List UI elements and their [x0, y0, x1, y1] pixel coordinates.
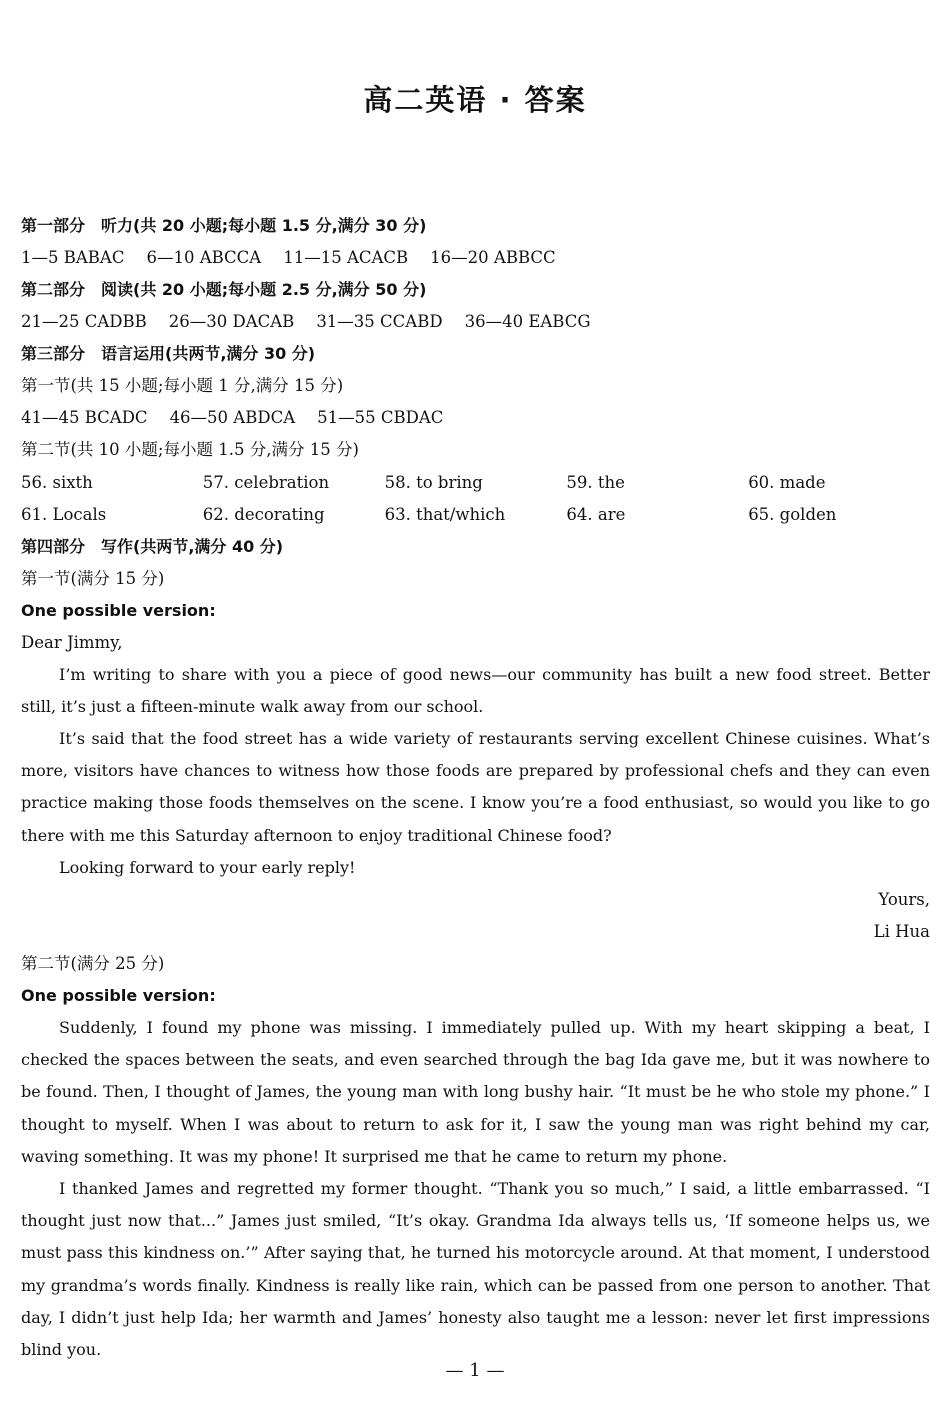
version-label: One possible version:: [21, 986, 216, 1005]
part2-heading: 第二部分 阅读(共 20 小题;每小题 2.5 分,满分 50 分): [21, 280, 427, 299]
letter-greeting: Dear Jimmy,: [21, 633, 123, 652]
answer-group: 31—35 CCABD: [316, 312, 443, 331]
answer-group: 6—10 ABCCA: [146, 248, 262, 267]
answer-group: 36—40 EABCG: [464, 312, 591, 331]
answer-group: 46—50 ABDCA: [169, 408, 296, 427]
fill-in-answer: 56. sixth: [21, 473, 93, 492]
fill-in-answer: 64. are: [566, 505, 626, 524]
answer-group: 41—45 BCADC: [21, 408, 148, 427]
fill-in-answer: 62. decorating: [202, 505, 325, 524]
part4-section2-heading: 第二节(满分 25 分): [21, 954, 165, 973]
letter-signature: Li Hua: [873, 922, 930, 941]
part1-heading: 第一部分 听力(共 20 小题;每小题 1.5 分,满分 30 分): [21, 216, 427, 235]
letter-paragraph: I’m writing to share with you a piece of good news—our community has built a new food street. Better still, it’s just a fifteen-minute walk away from our school.: [21, 665, 930, 717]
part3-section2-heading: 第二节(共 10 小题;每小题 1.5 分,满分 15 分): [21, 440, 359, 459]
part4-section1-heading: 第一节(满分 15 分): [21, 569, 165, 588]
part3-heading: 第三部分 语言运用(共两节,满分 30 分): [21, 344, 316, 363]
part1-answers: [21, 242, 930, 274]
part4-heading: 第四部分 写作(共两节,满分 40 分): [21, 537, 284, 556]
fill-in-answer: 63. that/which: [384, 505, 506, 524]
story-paragraph: I thanked James and regretted my former thought. “Thank you so much,” I said, a little embarrassed. “I thought just now that...” James just smiled, “It’s okay. Grandma Ida always tells us, ‘If someone helps us, we must pass this kindness on.’” After saying that, he turned his motorcycle around. At that moment, I understood my grandma’s words finally. Kindness is really like rain, which can be passed from one person to another. That day, I didn’t just help Ida; her warmth and James’ honesty also taught me a lesson: never let first impressions blind you.: [21, 1179, 930, 1360]
story-paragraph: Suddenly, I found my phone was missing. I immediately pulled up. With my heart skipping a beat, I checked the spaces between the seats, and even searched through the bag Ida gave me, but it was nowhere to be found. Then, I thought of James, the young man with long bushy hair. “It must be he who stole my phone.” I thought to myself. When I was about to return to ask for it, I saw the young man was right behind my car, waving something. It was my phone! It surprised me that he came to return my phone.: [21, 1018, 930, 1166]
answer-group: 26—30 DACAB: [168, 312, 295, 331]
fill-in-answer: 65. golden: [748, 505, 837, 524]
fill-in-answer: 61. Locals: [21, 505, 107, 524]
part3-section1-answers: [21, 402, 930, 434]
fill-in-row-1: [21, 467, 930, 499]
page-number: — 1 —: [445, 1360, 505, 1381]
answer-group: 11—15 ACACB: [283, 248, 409, 267]
fill-in-answer: 57. celebration: [202, 473, 330, 492]
part3-section1-heading: 第一节(共 15 小题;每小题 1 分,满分 15 分): [21, 376, 344, 395]
answer-group: 21—25 CADBB: [21, 312, 147, 331]
fill-in-answer: 60. made: [748, 473, 826, 492]
version-label: One possible version:: [21, 601, 216, 620]
fill-in-answer: 58. to bring: [384, 473, 483, 492]
answer-group: 16—20 ABBCC: [430, 248, 556, 267]
answer-group: 1—5 BABAC: [21, 248, 125, 267]
letter-paragraph: Looking forward to your early reply!: [59, 858, 356, 877]
letter-paragraph: It’s said that the food street has a wide variety of restaurants serving excellent Chinese cuisines. What’s more, visitors have chances to witness how those foods are prepared by professional chefs and they can even practice making those foods themselves on the scene. I know you’re a food enthusiast, so would you like to go there with me this Saturday afternoon to enjoy traditional Chinese food?: [21, 729, 930, 845]
fill-in-row-2: [21, 499, 930, 531]
letter-closing: Yours,: [878, 890, 930, 909]
part2-answers: [21, 306, 930, 338]
answer-group: 51—55 CBDAC: [317, 408, 444, 427]
fill-in-answer: 59. the: [566, 473, 625, 492]
page-title: 高二英语 · 答案: [363, 83, 587, 117]
